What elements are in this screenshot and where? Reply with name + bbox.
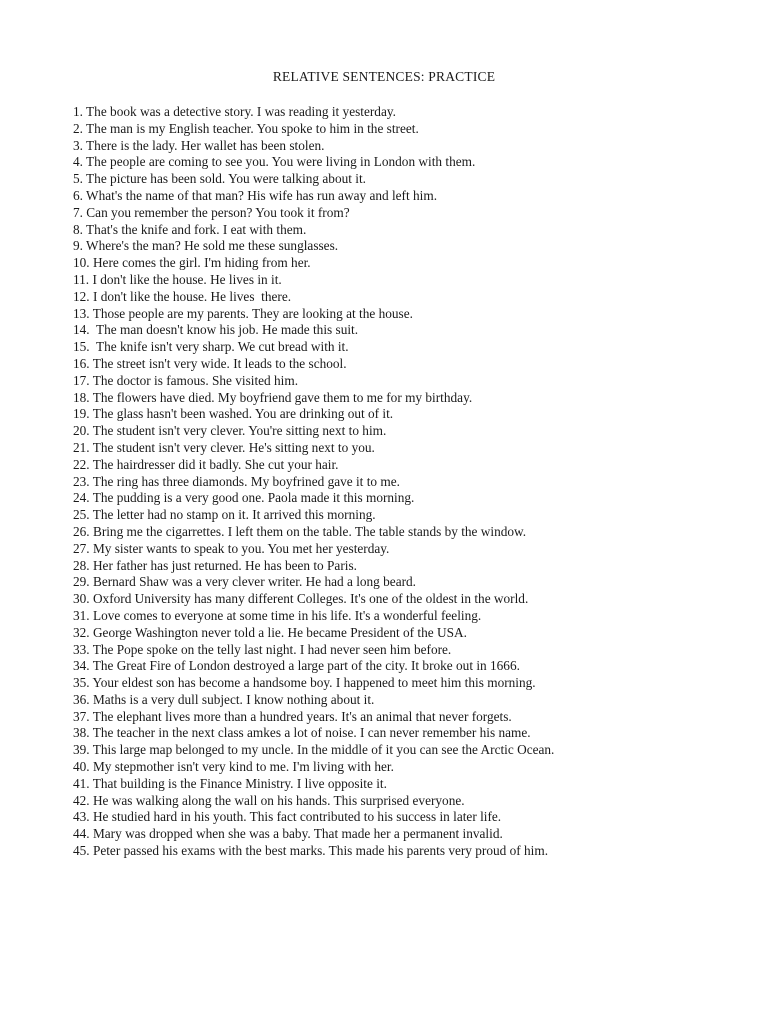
- exercise-item: 28. Her father has just returned. He has been to Paris.: [73, 557, 357, 573]
- exercise-item: 1. The book was a detective story. I was reading it yesterday.: [73, 104, 396, 119]
- exercise-item: 12. I don't like the house. He lives there.: [73, 288, 292, 304]
- exercise-list: [73, 104, 753, 860]
- exercise-item: 10. Here comes the girl. I'm hiding from her.: [73, 255, 311, 271]
- exercise-item: 35. Your eldest son has become a handsome boy. I happened to meet him this morning.: [73, 675, 536, 691]
- exercise-item: 39. This large map belonged to my uncle. In the middle of it you can see the Arctic Ocean.: [73, 742, 555, 758]
- exercise-item: 13. Those people are my parents. They are looking at the house.: [73, 305, 413, 321]
- exercise-item: 29. Bernard Shaw was a very clever writer. He had a long beard.: [73, 574, 417, 590]
- exercise-item: 18. The flowers have died. My boyfriend gave them to me for my birthday.: [73, 389, 473, 405]
- exercise-item: 36. Maths is a very dull subject. I know nothing about it.: [73, 691, 375, 707]
- exercise-item: 2. The man is my English teacher. You spoke to him in the street.: [73, 120, 419, 136]
- exercise-item: 26. Bring me the cigarrettes. I left them on the table. The table stands by the window.: [73, 523, 527, 539]
- exercise-item: 34. The Great Fire of London destroyed a large part of the city. It broke out in 1666.: [73, 658, 520, 674]
- exercise-item: 32. George Washington never told a lie. He became President of the USA.: [73, 624, 467, 640]
- exercise-item: 6. What's the name of that man? His wife has run away and left him.: [73, 187, 438, 203]
- exercise-item: 14. The man doesn't know his job. He made this suit.: [73, 322, 359, 338]
- exercise-item: 19. The glass hasn't been washed. You are drinking out of it.: [73, 406, 394, 422]
- exercise-item: 43. He studied hard in his youth. This fact contributed to his success in later life.: [73, 809, 502, 825]
- exercise-item: 8. That's the knife and fork. I eat with them.: [73, 221, 307, 237]
- exercise-item: 3. There is the lady. Her wallet has been stolen.: [73, 137, 325, 153]
- exercise-item: 20. The student isn't very clever. You're sitting next to him.: [73, 423, 387, 439]
- exercise-item: 7. Can you remember the person? You took it from?: [73, 204, 350, 220]
- exercise-item: 4. The people are coming to see you. You were living in London with them.: [73, 154, 476, 170]
- exercise-item: 42. He was walking along the wall on his hands. This surprised everyone.: [73, 792, 465, 808]
- exercise-item: 25. The letter had no stamp on it. It arrived this morning.: [73, 507, 376, 523]
- exercise-item: 5. The picture has been sold. You were talking about it.: [73, 171, 366, 187]
- exercise-item: 38. The teacher in the next class amkes a lot of noise. I can never remember his name.: [73, 725, 531, 741]
- exercise-item: 17. The doctor is famous. She visited him.: [73, 372, 299, 388]
- exercise-item: 27. My sister wants to speak to you. You met her yesterday.: [73, 540, 390, 556]
- exercise-item: 45. Peter passed his exams with the best marks. This made his parents very proud of him.: [73, 843, 549, 859]
- exercise-item: 21. The student isn't very clever. He's sitting next to you.: [73, 439, 375, 455]
- exercise-item: 40. My stepmother isn't very kind to me. I'm living with her.: [73, 759, 394, 775]
- exercise-item: 30. Oxford University has many different Colleges. It's one of the oldest in the world.: [73, 591, 529, 607]
- exercise-item: 11. I don't like the house. He lives in it.: [73, 271, 282, 287]
- exercise-item: 37. The elephant lives more than a hundred years. It's an animal that never forgets.: [73, 708, 512, 724]
- exercise-item: 31. Love comes to everyone at some time in his life. It's a wonderful feeling.: [73, 607, 482, 623]
- exercise-item: 22. The hairdresser did it badly. She cut your hair.: [73, 456, 339, 472]
- exercise-item: 41. That building is the Finance Ministry. I live opposite it.: [73, 775, 387, 791]
- exercise-item: 15. The knife isn't very sharp. We cut bread with it.: [73, 339, 349, 355]
- exercise-item: 44. Mary was dropped when she was a baby. That made her a permanent invalid.: [73, 826, 503, 842]
- page-title: RELATIVE SENTENCES: PRACTICE: [272, 69, 496, 84]
- exercise-item: 23. The ring has three diamonds. My boyfrined gave it to me.: [73, 473, 400, 489]
- exercise-item: 33. The Pope spoke on the telly last night. I had never seen him before.: [73, 641, 452, 657]
- exercise-item: 9. Where's the man? He sold me these sunglasses.: [73, 238, 339, 254]
- exercise-item: 16. The street isn't very wide. It leads to the school.: [73, 355, 347, 371]
- exercise-item: 24. The pudding is a very good one. Paola made it this morning.: [73, 490, 415, 506]
